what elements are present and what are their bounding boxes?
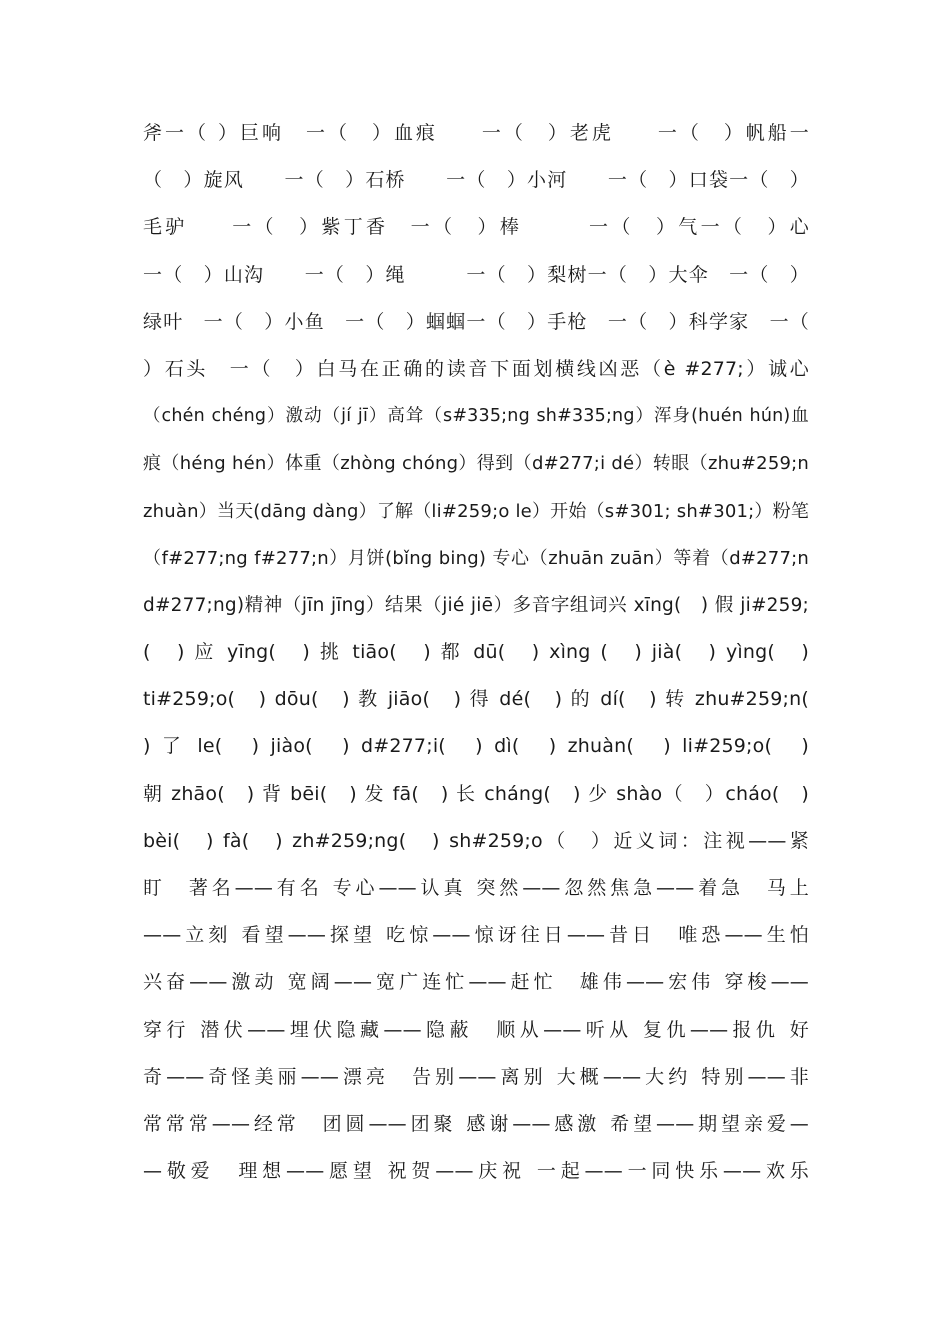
text-line: 盯 著名——有名 专心——认真 突然——忽然焦急——着急 马上	[143, 877, 809, 899]
text-line: 毛驴 一（ ）紫丁香 一（ ）棒 一（ ）气一（ ）心	[143, 216, 809, 239]
text-line: ( ) 应 yīng( ) 挑 tiāo( ) 都 dū( ) xìng ( ) jià( ) yìng( )	[143, 641, 809, 664]
text-line: ）石头 一（ ）白马在正确的读音下面划横线凶恶（è #277;）诚心	[143, 357, 809, 380]
text-line: zhuàn）当天(dāng dàng）了解（li#259;o le）开始（s#301; sh#301;）粉笔	[143, 500, 809, 522]
text-line: 常常常——经常 团圆——团聚 感谢——感激 希望——期望亲爱—	[143, 1112, 809, 1135]
text-line: 绿叶 一（ ）小鱼 一（ ）蝈蝈一（ ）手枪 一（ ）科学家 一（	[143, 310, 809, 333]
text-line: 一（ ）山沟 一（ ）绳 一（ ）梨树一（ ）大伞 一（ ）	[143, 263, 809, 286]
text-line: （chén chéng）激动（jí jī）高耸（s#335;ng sh#335;ng）浑身(huén hún)血	[143, 406, 809, 427]
text-line: —敬爱 理想——愿望 祝贺——庆祝 一起——一同快乐——欢乐	[143, 1160, 809, 1183]
text-line: ti#259;o( ) dōu( ) 教 jiāo( ) 得 dé( ) 的 dí( ) 转 zhu#259;n(	[143, 688, 809, 711]
text-line: 斧一（ ）巨响 一（ ）血痕 一（ ）老虎 一（ ）帆船一	[143, 122, 809, 144]
text-line: d#277;ng)精神（jīn jīng）结果（jié jiē）多音字组词兴 xīng( ) 假 ji#259;	[143, 594, 809, 616]
text-line: ) 了 le( ) jiào( ) d#277;i( ) dì( ) zhuàn( ) li#259;o( )	[143, 735, 809, 758]
text-line: 奇——奇怪美丽——漂亮 告别——离别 大概——大约 特别——非	[143, 1065, 809, 1088]
text-line: 朝 zhāo( ) 背 bēi( ) 发 fā( ) 长 cháng( ) 少 shào（ ）cháo( )	[143, 782, 809, 805]
text-line: 兴奋——激动 宽阔——宽广连忙——赶忙 雄伟——宏伟 穿梭——	[143, 971, 809, 994]
text-line: 痕（héng hén）体重（zhòng chóng）得到（d#277;i dé）转眼（zhu#259;n	[143, 453, 809, 475]
text-line: bèi( ) fà( ) zh#259;ng( ) sh#259;o（ ）近义词：注视——紧	[143, 829, 809, 852]
document-body	[143, 110, 809, 1195]
text-line: （f#277;ng f#277;n）月饼(bǐng bing) 专心（zhuān zuān）等着（d#277;n	[143, 547, 809, 569]
text-line: 穿行 潜伏——埋伏隐藏——隐蔽 顺从——听从 复仇——报仇 好	[143, 1018, 809, 1041]
text-line: （ ）旋风 一（ ）石桥 一（ ）小河 一（ ）口袋一（ ）	[143, 169, 809, 192]
text-line: ——立刻 看望——探望 吃惊——惊讶往日——昔日 唯恐——生怕	[143, 924, 809, 947]
